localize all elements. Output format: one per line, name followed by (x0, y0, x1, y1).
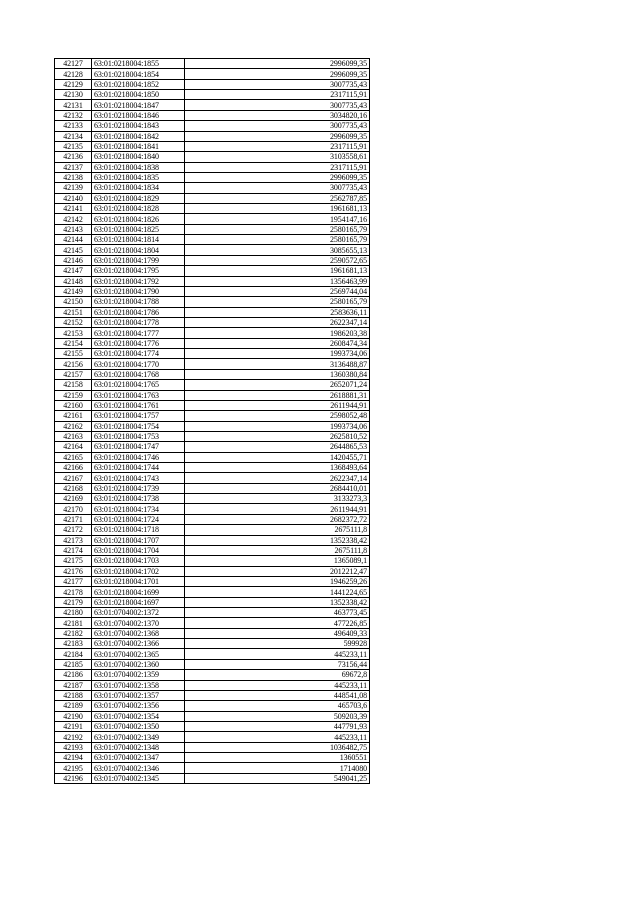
row-number: 42186 (55, 670, 92, 680)
cadastral-value: 2622347,14 (185, 317, 370, 327)
cadastral-value: 2580165,79 (185, 297, 370, 307)
table-row (55, 224, 370, 234)
row-number: 42191 (55, 722, 92, 732)
table-row (55, 711, 370, 721)
cadastral-value: 2611944,91 (185, 400, 370, 410)
cadastral-value: 549041,25 (185, 773, 370, 783)
row-number: 42143 (55, 224, 92, 234)
table-row (55, 597, 370, 607)
document-page (54, 58, 370, 784)
table-row (55, 307, 370, 317)
row-number: 42145 (55, 245, 92, 255)
table-row (55, 504, 370, 514)
table-row (55, 390, 370, 400)
cadastral-value: 1714080 (185, 763, 370, 773)
cadastral-value: 1368493,64 (185, 463, 370, 473)
cadastral-number: 63:01:0218004:1777 (92, 328, 185, 338)
cadastral-value: 463773,45 (185, 608, 370, 618)
cadastral-value: 73156,44 (185, 659, 370, 669)
table-row (55, 649, 370, 659)
row-number: 42158 (55, 380, 92, 390)
row-number: 42142 (55, 214, 92, 224)
row-number: 42148 (55, 276, 92, 286)
table-row (55, 566, 370, 576)
table-row (55, 121, 370, 131)
cadastral-value: 2317115,91 (185, 90, 370, 100)
cadastral-number: 63:01:0218004:1774 (92, 349, 185, 359)
table-row (55, 317, 370, 327)
cadastral-number: 63:01:0218004:1699 (92, 587, 185, 597)
cadastral-number: 63:01:0218004:1734 (92, 504, 185, 514)
cadastral-value: 1365089,1 (185, 556, 370, 566)
cadastral-value: 2625810,52 (185, 431, 370, 441)
cadastral-value: 1420455,71 (185, 452, 370, 462)
table-row (55, 338, 370, 348)
row-number: 42195 (55, 763, 92, 773)
table-row (55, 628, 370, 638)
row-number: 42152 (55, 317, 92, 327)
cadastral-number: 63:01:0218004:1852 (92, 79, 185, 89)
cadastral-number: 63:01:0704002:1360 (92, 659, 185, 669)
row-number: 42164 (55, 442, 92, 452)
row-number: 42167 (55, 473, 92, 483)
cadastral-number: 63:01:0704002:1357 (92, 690, 185, 700)
cadastral-number: 63:01:0218004:1770 (92, 359, 185, 369)
cadastral-value: 2622347,14 (185, 473, 370, 483)
row-number: 42196 (55, 773, 92, 783)
cadastral-number: 63:01:0218004:1814 (92, 235, 185, 245)
cadastral-value: 2317115,91 (185, 162, 370, 172)
cadastral-number: 63:01:0704002:1348 (92, 742, 185, 752)
cadastral-number: 63:01:0218004:1795 (92, 266, 185, 276)
cadastral-number: 63:01:0704002:1370 (92, 618, 185, 628)
cadastral-number: 63:01:0704002:1349 (92, 732, 185, 742)
cadastral-number: 63:01:0218004:1826 (92, 214, 185, 224)
table-row (55, 545, 370, 555)
cadastral-value: 1993734,06 (185, 349, 370, 359)
cadastral-value: 509203,39 (185, 711, 370, 721)
cadastral-number: 63:01:0218004:1697 (92, 597, 185, 607)
row-number: 42139 (55, 183, 92, 193)
cadastral-number: 63:01:0218004:1855 (92, 59, 185, 69)
row-number: 42170 (55, 504, 92, 514)
cadastral-number: 63:01:0704002:1345 (92, 773, 185, 783)
cadastral-value: 445233,11 (185, 732, 370, 742)
cadastral-number: 63:01:0218004:1842 (92, 131, 185, 141)
table-row (55, 773, 370, 783)
table-row (55, 162, 370, 172)
table-row (55, 193, 370, 203)
cadastral-value: 2996099,35 (185, 59, 370, 69)
cadastral-number: 63:01:0218004:1763 (92, 390, 185, 400)
cadastral-value: 3103558,61 (185, 152, 370, 162)
cadastral-value: 2562787,85 (185, 193, 370, 203)
table-row (55, 141, 370, 151)
cadastral-value: 2996099,35 (185, 131, 370, 141)
row-number: 42151 (55, 307, 92, 317)
row-number: 42180 (55, 608, 92, 618)
table-row (55, 235, 370, 245)
cadastral-value: 3133273,3 (185, 494, 370, 504)
table-row (55, 452, 370, 462)
table-row (55, 690, 370, 700)
cadastral-number: 63:01:0218004:1854 (92, 69, 185, 79)
table-row (55, 556, 370, 566)
row-number: 42185 (55, 659, 92, 669)
cadastral-number: 63:01:0218004:1703 (92, 556, 185, 566)
cadastral-number: 63:01:0218004:1754 (92, 421, 185, 431)
table-row (55, 421, 370, 431)
table-row (55, 183, 370, 193)
table-row (55, 276, 370, 286)
table-row (55, 473, 370, 483)
cadastral-number: 63:01:0218004:1704 (92, 545, 185, 555)
cadastral-value: 477226,85 (185, 618, 370, 628)
row-number: 42141 (55, 204, 92, 214)
table-row (55, 701, 370, 711)
cadastral-number: 63:01:0704002:1350 (92, 722, 185, 732)
table-row (55, 349, 370, 359)
table-row (55, 514, 370, 524)
table-row (55, 576, 370, 586)
row-number: 42182 (55, 628, 92, 638)
cadastral-number: 63:01:0218004:1790 (92, 286, 185, 296)
table-row (55, 742, 370, 752)
row-number: 42140 (55, 193, 92, 203)
cadastral-number: 63:01:0218004:1778 (92, 317, 185, 327)
cadastral-number: 63:01:0218004:1804 (92, 245, 185, 255)
row-number: 42162 (55, 421, 92, 431)
table-row (55, 131, 370, 141)
cadastral-number: 63:01:0218004:1739 (92, 483, 185, 493)
cadastral-value: 1352338,42 (185, 597, 370, 607)
cadastral-number: 63:01:0218004:1799 (92, 255, 185, 265)
row-number: 42175 (55, 556, 92, 566)
table-body (55, 59, 370, 784)
cadastral-value: 1954147,16 (185, 214, 370, 224)
row-number: 42187 (55, 680, 92, 690)
row-number: 42138 (55, 172, 92, 182)
table-row (55, 442, 370, 452)
cadastral-number: 63:01:0218004:1724 (92, 514, 185, 524)
cadastral-value: 2012212,47 (185, 566, 370, 576)
table-row (55, 670, 370, 680)
cadastral-value: 445233,11 (185, 680, 370, 690)
cadastral-number: 63:01:0218004:1707 (92, 535, 185, 545)
row-number: 42159 (55, 390, 92, 400)
row-number: 42156 (55, 359, 92, 369)
table-row (55, 380, 370, 390)
table-row (55, 722, 370, 732)
cadastral-number: 63:01:0704002:1366 (92, 639, 185, 649)
cadastral-value: 3034820,16 (185, 110, 370, 120)
row-number: 42128 (55, 69, 92, 79)
row-number: 42127 (55, 59, 92, 69)
row-number: 42129 (55, 79, 92, 89)
cadastral-number: 63:01:0704002:1356 (92, 701, 185, 711)
table-row (55, 411, 370, 421)
cadastral-value: 1986203,38 (185, 328, 370, 338)
cadastral-number: 63:01:0218004:1786 (92, 307, 185, 317)
table-row (55, 69, 370, 79)
cadastral-value: 2618881,31 (185, 390, 370, 400)
cadastral-value: 1961681,13 (185, 204, 370, 214)
cadastral-value: 465703,6 (185, 701, 370, 711)
row-number: 42176 (55, 566, 92, 576)
row-number: 42136 (55, 152, 92, 162)
row-number: 42166 (55, 463, 92, 473)
cadastral-value-table (54, 58, 370, 784)
row-number: 42131 (55, 100, 92, 110)
cadastral-value: 2583636,11 (185, 307, 370, 317)
row-number: 42137 (55, 162, 92, 172)
row-number: 42169 (55, 494, 92, 504)
table-row (55, 286, 370, 296)
table-row (55, 204, 370, 214)
cadastral-value: 2317115,91 (185, 141, 370, 151)
cadastral-number: 63:01:0218004:1747 (92, 442, 185, 452)
row-number: 42153 (55, 328, 92, 338)
cadastral-number: 63:01:0704002:1347 (92, 753, 185, 763)
cadastral-value: 496409,33 (185, 628, 370, 638)
cadastral-number: 63:01:0218004:1743 (92, 473, 185, 483)
cadastral-number: 63:01:0218004:1701 (92, 576, 185, 586)
table-row (55, 297, 370, 307)
table-row (55, 431, 370, 441)
cadastral-number: 63:01:0218004:1838 (92, 162, 185, 172)
cadastral-number: 63:01:0218004:1847 (92, 100, 185, 110)
cadastral-value: 448541,08 (185, 690, 370, 700)
cadastral-number: 63:01:0218004:1765 (92, 380, 185, 390)
cadastral-value: 2684410,01 (185, 483, 370, 493)
row-number: 42178 (55, 587, 92, 597)
cadastral-value: 1352338,42 (185, 535, 370, 545)
cadastral-number: 63:01:0218004:1850 (92, 90, 185, 100)
row-number: 42132 (55, 110, 92, 120)
cadastral-number: 63:01:0218004:1744 (92, 463, 185, 473)
row-number: 42163 (55, 431, 92, 441)
cadastral-value: 3007735,43 (185, 100, 370, 110)
table-row (55, 328, 370, 338)
table-row (55, 369, 370, 379)
table-row (55, 79, 370, 89)
cadastral-number: 63:01:0218004:1776 (92, 338, 185, 348)
cadastral-number: 63:01:0218004:1702 (92, 566, 185, 576)
row-number: 42171 (55, 514, 92, 524)
row-number: 42183 (55, 639, 92, 649)
cadastral-value: 3007735,43 (185, 79, 370, 89)
cadastral-value: 1036482,75 (185, 742, 370, 752)
row-number: 42149 (55, 286, 92, 296)
cadastral-value: 1993734,06 (185, 421, 370, 431)
cadastral-value: 2569744,04 (185, 286, 370, 296)
row-number: 42184 (55, 649, 92, 659)
cadastral-number: 63:01:0218004:1825 (92, 224, 185, 234)
cadastral-value: 3007735,43 (185, 183, 370, 193)
cadastral-number: 63:01:0704002:1359 (92, 670, 185, 680)
row-number: 42147 (55, 266, 92, 276)
cadastral-value: 447791,93 (185, 722, 370, 732)
cadastral-value: 3007735,43 (185, 121, 370, 131)
table-row (55, 359, 370, 369)
row-number: 42177 (55, 576, 92, 586)
cadastral-value: 1961681,13 (185, 266, 370, 276)
cadastral-number: 63:01:0218004:1792 (92, 276, 185, 286)
cadastral-number: 63:01:0218004:1788 (92, 297, 185, 307)
row-number: 42135 (55, 141, 92, 151)
row-number: 42173 (55, 535, 92, 545)
row-number: 42188 (55, 690, 92, 700)
table-row (55, 110, 370, 120)
cadastral-number: 63:01:0704002:1372 (92, 608, 185, 618)
row-number: 42181 (55, 618, 92, 628)
table-row (55, 90, 370, 100)
row-number: 42154 (55, 338, 92, 348)
row-number: 42134 (55, 131, 92, 141)
row-number: 42190 (55, 711, 92, 721)
row-number: 42157 (55, 369, 92, 379)
row-number: 42172 (55, 525, 92, 535)
cadastral-number: 63:01:0218004:1828 (92, 204, 185, 214)
cadastral-number: 63:01:0218004:1738 (92, 494, 185, 504)
cadastral-number: 63:01:0218004:1718 (92, 525, 185, 535)
row-number: 42150 (55, 297, 92, 307)
cadastral-number: 63:01:0218004:1746 (92, 452, 185, 462)
cadastral-number: 63:01:0218004:1846 (92, 110, 185, 120)
table-row (55, 659, 370, 669)
cadastral-value: 2580165,79 (185, 224, 370, 234)
cadastral-number: 63:01:0218004:1841 (92, 141, 185, 151)
cadastral-value: 2598052,48 (185, 411, 370, 421)
table-row (55, 172, 370, 182)
cadastral-value: 599928 (185, 639, 370, 649)
table-row (55, 214, 370, 224)
table-row (55, 463, 370, 473)
row-number: 42193 (55, 742, 92, 752)
row-number: 42189 (55, 701, 92, 711)
table-row (55, 59, 370, 69)
row-number: 42155 (55, 349, 92, 359)
table-row (55, 763, 370, 773)
cadastral-number: 63:01:0704002:1368 (92, 628, 185, 638)
table-row (55, 753, 370, 763)
cadastral-number: 63:01:0704002:1365 (92, 649, 185, 659)
row-number: 42194 (55, 753, 92, 763)
cadastral-value: 1946259,26 (185, 576, 370, 586)
row-number: 42160 (55, 400, 92, 410)
table-row (55, 255, 370, 265)
cadastral-value: 1360380,84 (185, 369, 370, 379)
row-number: 42133 (55, 121, 92, 131)
row-number: 42130 (55, 90, 92, 100)
cadastral-value: 3085655,13 (185, 245, 370, 255)
table-row (55, 535, 370, 545)
cadastral-value: 2996099,35 (185, 69, 370, 79)
row-number: 42144 (55, 235, 92, 245)
row-number: 42161 (55, 411, 92, 421)
table-row (55, 587, 370, 597)
cadastral-number: 63:01:0218004:1840 (92, 152, 185, 162)
row-number: 42192 (55, 732, 92, 742)
cadastral-value: 2580165,79 (185, 235, 370, 245)
cadastral-value: 2608474,34 (185, 338, 370, 348)
table-row (55, 266, 370, 276)
cadastral-value: 69672,8 (185, 670, 370, 680)
cadastral-number: 63:01:0704002:1358 (92, 680, 185, 690)
cadastral-value: 2652071,24 (185, 380, 370, 390)
cadastral-number: 63:01:0218004:1843 (92, 121, 185, 131)
table-row (55, 152, 370, 162)
cadastral-value: 2996099,35 (185, 172, 370, 182)
table-row (55, 639, 370, 649)
cadastral-value: 2611944,91 (185, 504, 370, 514)
cadastral-value: 445233,11 (185, 649, 370, 659)
cadastral-value: 1441224,65 (185, 587, 370, 597)
cadastral-number: 63:01:0704002:1354 (92, 711, 185, 721)
table-row (55, 608, 370, 618)
cadastral-number: 63:01:0218004:1753 (92, 431, 185, 441)
cadastral-value: 2675111,8 (185, 525, 370, 535)
table-row (55, 680, 370, 690)
cadastral-value: 1356463,99 (185, 276, 370, 286)
table-row (55, 483, 370, 493)
cadastral-number: 63:01:0218004:1757 (92, 411, 185, 421)
cadastral-value: 3136488,87 (185, 359, 370, 369)
cadastral-number: 63:01:0218004:1835 (92, 172, 185, 182)
row-number: 42174 (55, 545, 92, 555)
row-number: 42179 (55, 597, 92, 607)
row-number: 42165 (55, 452, 92, 462)
cadastral-number: 63:01:0218004:1761 (92, 400, 185, 410)
row-number: 42146 (55, 255, 92, 265)
table-row (55, 525, 370, 535)
cadastral-number: 63:01:0218004:1829 (92, 193, 185, 203)
cadastral-number: 63:01:0218004:1834 (92, 183, 185, 193)
table-row (55, 100, 370, 110)
table-row (55, 400, 370, 410)
cadastral-value: 2675111,8 (185, 545, 370, 555)
table-row (55, 618, 370, 628)
cadastral-value: 1360551 (185, 753, 370, 763)
cadastral-value: 2590572,65 (185, 255, 370, 265)
table-row (55, 732, 370, 742)
cadastral-number: 63:01:0704002:1346 (92, 763, 185, 773)
row-number: 42168 (55, 483, 92, 493)
cadastral-value: 2644865,53 (185, 442, 370, 452)
table-row (55, 494, 370, 504)
table-row (55, 245, 370, 255)
cadastral-number: 63:01:0218004:1768 (92, 369, 185, 379)
cadastral-value: 2682372,72 (185, 514, 370, 524)
